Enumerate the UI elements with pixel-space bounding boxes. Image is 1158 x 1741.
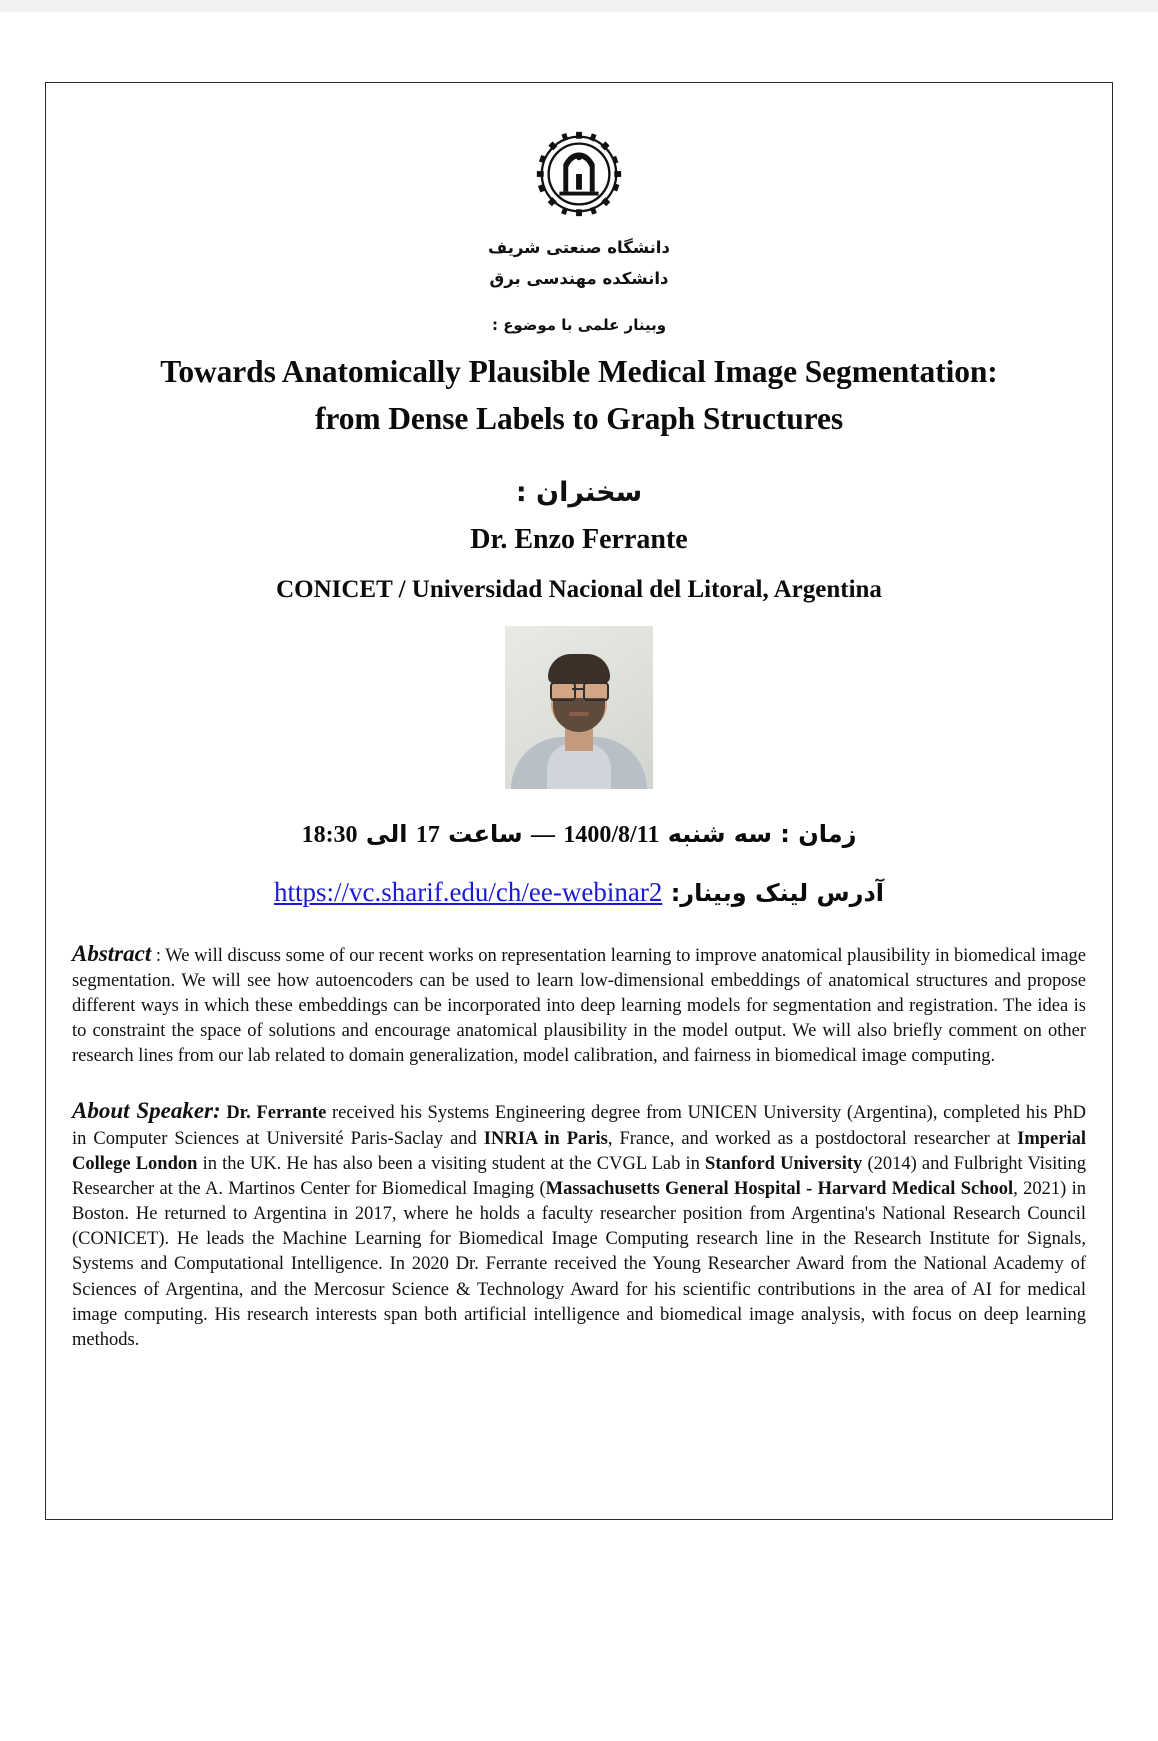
event-datetime bbox=[72, 820, 1086, 849]
about-bold-1: Dr. Ferrante bbox=[226, 1103, 327, 1124]
seminar-label: وبینار علمی با موضوع : bbox=[491, 316, 667, 334]
department-name: دانشکده مهندسی برق bbox=[489, 269, 669, 288]
poster-frame bbox=[45, 82, 1113, 1520]
datetime-date: 1400/8/11 bbox=[563, 821, 660, 848]
talk-title-line-1: Towards Anatomically Plausible Medical Image Segmentation: bbox=[160, 354, 998, 389]
about-bold-5: Massachusetts General Hospital - Harvard Medical School bbox=[545, 1178, 1014, 1199]
university-name: دانشگاه صنعتی شریف bbox=[488, 238, 670, 257]
datetime-to-word: الی bbox=[365, 819, 408, 848]
about-speaker-heading: About Speaker: bbox=[72, 1098, 221, 1124]
sharif-university-logo-icon bbox=[530, 125, 628, 223]
about-text-4: (2014) and Fulbright Visiting Researcher at the A. Martinos Center for Biomedical Imaging ( bbox=[72, 1153, 1086, 1199]
abstract-colon: : bbox=[151, 945, 166, 966]
speaker-portrait-image bbox=[505, 626, 653, 789]
about-text-3: in the UK. He has also been a visiting student at the CVGL Lab in bbox=[197, 1153, 706, 1174]
talk-title bbox=[72, 348, 1086, 443]
datetime-time-word: ساعت bbox=[448, 819, 523, 848]
about-text-1: received his Systems Engineering degree from UNICEN University (Argentina), completed his PhD in Computer Sciences at Université Paris-Saclay and bbox=[72, 1103, 1087, 1149]
university-logo-wrap bbox=[72, 125, 1086, 228]
datetime-separator: — bbox=[530, 821, 555, 848]
abstract-heading: Abstract bbox=[72, 940, 152, 966]
datetime-time-start: 17 bbox=[415, 821, 440, 848]
talk-title-line-2: from Dense Labels to Graph Structures bbox=[315, 401, 843, 437]
abstract-body: We will discuss some of our recent works on representation learning to improve anatomical plausibility in biomedical image segmentation. We will see how autoencoders can be used to learn low-dimensional embeddings of anatomical structures and propose different ways in which these embeddings can be incorporated into deep learning models for segmentation and registration. The idea is to constraint the space of solutions and encourage anatomical plausibility in the model output. We will also briefly comment on other research lines from our lab related to domain generalization, model calibration, and fairness in biomedical image computing. bbox=[72, 945, 1086, 1067]
speaker-label: سخنران : bbox=[515, 476, 643, 508]
speaker-name: Dr. Enzo Ferrante bbox=[470, 523, 688, 555]
about-bold-3: Imperial College London bbox=[72, 1128, 1086, 1174]
webinar-link-label: آدرس لینک وبینار: bbox=[670, 878, 885, 907]
about-text-2: , France, and worked as a postdoctoral researcher at bbox=[607, 1128, 1018, 1149]
webinar-link[interactable]: https://vc.sharif.edu/ch/ee-webinar2 bbox=[273, 876, 663, 907]
datetime-prefix: زمان : سه شنبه bbox=[667, 819, 857, 848]
abstract-paragraph bbox=[72, 938, 1086, 1070]
about-speaker-paragraph bbox=[72, 1095, 1086, 1353]
webinar-link-line bbox=[72, 877, 1086, 908]
datetime-time-end: 18:30 bbox=[301, 821, 358, 848]
speaker-photo-wrap bbox=[72, 626, 1086, 794]
about-bold-2: INRIA in Paris bbox=[483, 1128, 608, 1149]
speaker-affiliation: CONICET / Universidad Nacional del Litoral, Argentina bbox=[276, 575, 882, 603]
document-page bbox=[0, 12, 1158, 1741]
about-text-5: , 2021) in Boston. He returned to Argentina in 2017, where he holds a faculty researcher position from Argentina's National Research Council (CONICET). He leads the Machine Learning for Biomedical Image Computing research line in the Research Institute for Signals, Systems and Computational Intelligence. In 2020 Dr. Ferrante received the Young Researcher Award from the National Academy of Sciences of Argentina, and the Mercosur Science & Technology Award for his scientific contributions in the area of AI for medical image computing. His research interests span both artificial intelligence and biomedical image analysis, with focus on deep learning methods. bbox=[72, 1178, 1086, 1350]
about-bold-4: Stanford University bbox=[705, 1153, 863, 1174]
